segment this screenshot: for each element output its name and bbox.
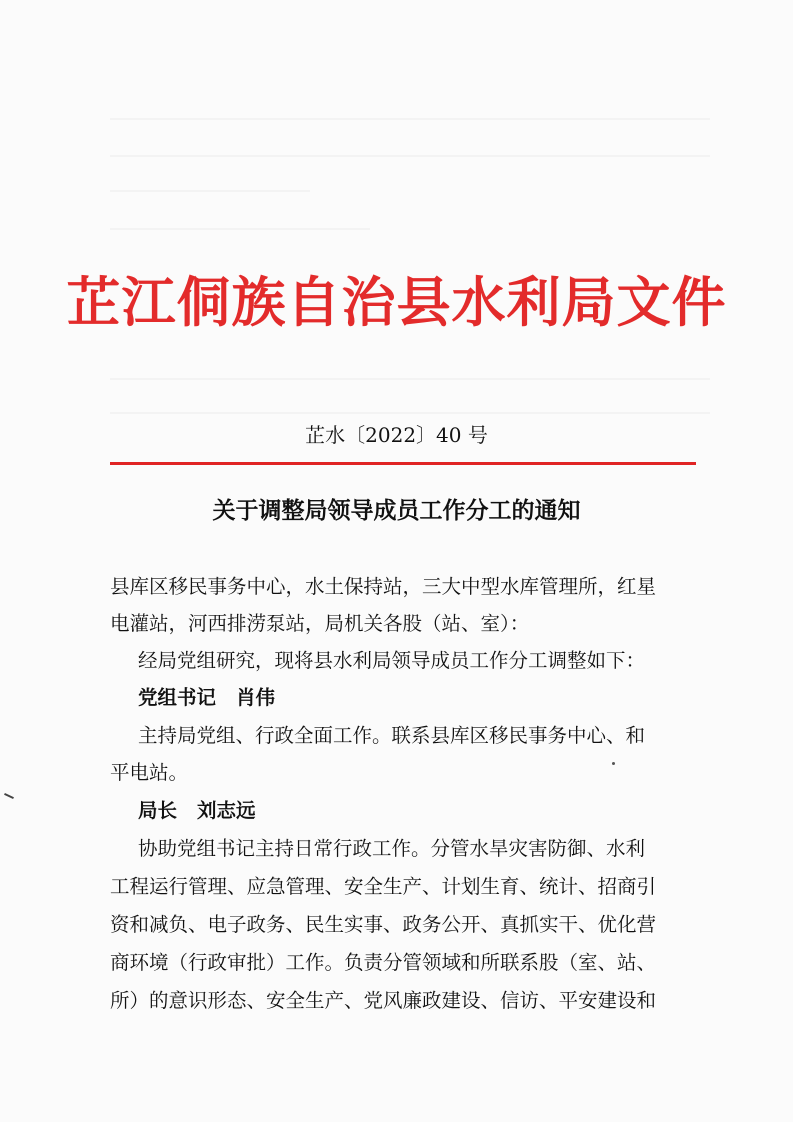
leader-role: 党组书记 <box>138 686 217 709</box>
director-duties-line-1: 协助党组书记主持日常行政工作。分管水旱灾害防御、水利 <box>138 837 646 860</box>
leader-name: 刘志远 <box>197 799 256 822</box>
scan-margin-mark <box>4 793 14 799</box>
document-header-title: 芷江侗族自治县水利局文件 <box>66 270 727 334</box>
notice-title: 关于调整局领导成员工作分工的通知 <box>212 497 581 524</box>
leader-role: 局长 <box>138 799 178 822</box>
bleed-through-mark <box>110 155 710 157</box>
secretary-duties-line-2: 平电站。 <box>110 761 189 784</box>
bleed-through-mark <box>110 412 710 414</box>
document-number: 芷水〔2022〕40 号 <box>305 423 488 447</box>
scan-speck <box>612 762 615 765</box>
leader-heading-director <box>138 796 256 826</box>
bleed-through-mark <box>110 118 710 120</box>
leader-name: 肖伟 <box>236 686 276 709</box>
intro-paragraph: 经局党组研究，现将县水利局领导成员工作分工调整如下： <box>138 649 646 672</box>
director-duties-line-4: 商环境（行政审批）工作。负责分管领域和所联系股（室、站、 <box>110 951 657 974</box>
director-duties-line-3: 资和减负、电子政务、民生实事、政务公开、真抓实干、优化营 <box>110 913 657 936</box>
director-duties-line-5: 所）的意识形态、安全生产、党风廉政建设、信访、平安建设和 <box>110 989 657 1012</box>
bleed-through-mark <box>110 228 370 230</box>
addressee-line-2: 电灌站，河西排涝泵站，局机关各股（站、室）： <box>110 612 530 635</box>
red-divider-line <box>110 462 696 465</box>
secretary-duties-line-1: 主持局党组、行政全面工作。联系县库区移民事务中心、和 <box>138 724 646 747</box>
bleed-through-mark <box>110 378 710 380</box>
director-duties-line-2: 工程运行管理、应急管理、安全生产、计划生育、统计、招商引 <box>110 875 657 898</box>
addressee-line-1: 县库区移民事务中心，水土保持站，三大中型水库管理所，红星 <box>110 575 657 598</box>
bleed-through-mark <box>110 190 310 192</box>
leader-heading-secretary <box>138 683 275 713</box>
